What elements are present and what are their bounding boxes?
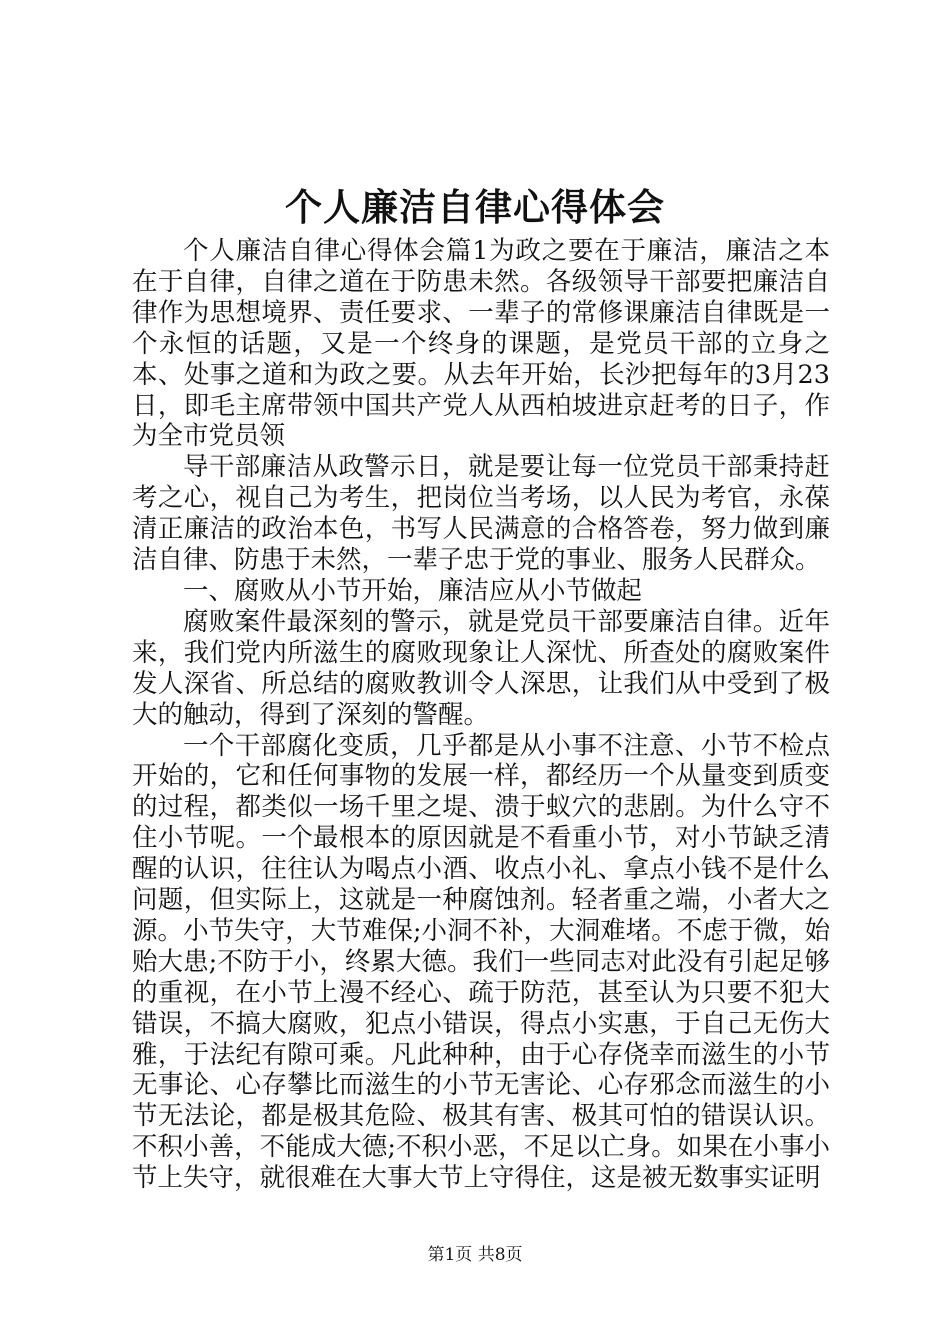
section-heading-1: 一、腐败从小节开始，廉洁应从小节做起 — [183, 575, 643, 606]
document-title: 个人廉洁自律心得体会 — [285, 186, 665, 229]
page-footer: 第1页 共8页 — [427, 1245, 523, 1265]
paragraph-1: 个人廉洁自律心得体会篇1为政之要在于廉洁，廉洁之本在于自律，自律之道在于防患未然。各级领导干部要把廉洁自律作为思想境界、责任要求、一辈子的常修课廉洁自律既是一个永恒的话题，又是一个终身的课题，是党员干部的立身之本、处事之道和为政之要。从去年开始，长沙把每年的3月23日，即毛主席带领中国共产党人从西柏坡进京赶考的日子，作为全市党员领 — [132, 236, 830, 452]
paragraph-3: 腐败案件最深刻的警示，就是党员干部要廉洁自律。近年来，我们党内所滋生的腐败现象让人深忧、所查处的腐败案件发人深省、所总结的腐败教训令人深思，让我们从中受到了极大的触动，得到了深刻的警醒。 — [132, 606, 830, 730]
paragraph-2: 导干部廉洁从政警示日，就是要让每一位党员干部秉持赶考之心，视自己为考生，把岗位当考场，以人民为考官，永葆清正廉洁的政治本色，书写人民满意的合格答卷，努力做到廉洁自律、防患于未然，一辈子忠于党的事业、服务人民群众。 — [132, 452, 830, 576]
document-body — [132, 236, 830, 1194]
paragraph-4: 一个干部腐化变质，几乎都是从小事不注意、小节不检点开始的，它和任何事物的发展一样，都经历一个从量变到质变的过程，都类似一场千里之堤、溃于蚁穴的悲剧。为什么守不住小节呢。一个最根本的原因就是不看重小节，对小节缺乏清醒的认识，往往认为喝点小酒、收点小礼、拿点小钱不是什么问题，但实际上，这就是一种腐蚀剂。轻者重之端，小者大之源。小节失守，大节难保;小洞不补，大洞难堵。不虑于微，始贻大患;不防于小，终累大德。我们一些同志对此没有引起足够的重视，在小节上漫不经心、疏于防范，甚至认为只要不犯大错误，不搞大腐败，犯点小错误，得点小实惠，于自己无伤大雅，于法纪有隙可乘。凡此种种，由于心存侥幸而滋生的小节无事论、心存攀比而滋生的小节无害论、心存邪念而滋生的小节无法论，都是极其危险、极其有害、极其可怕的错误认识。不积小善，不能成大德;不积小恶，不足以亡身。如果在小事小节上失守，就很难在大事大节上守得住，这是被无数事实证明 — [132, 730, 830, 1194]
